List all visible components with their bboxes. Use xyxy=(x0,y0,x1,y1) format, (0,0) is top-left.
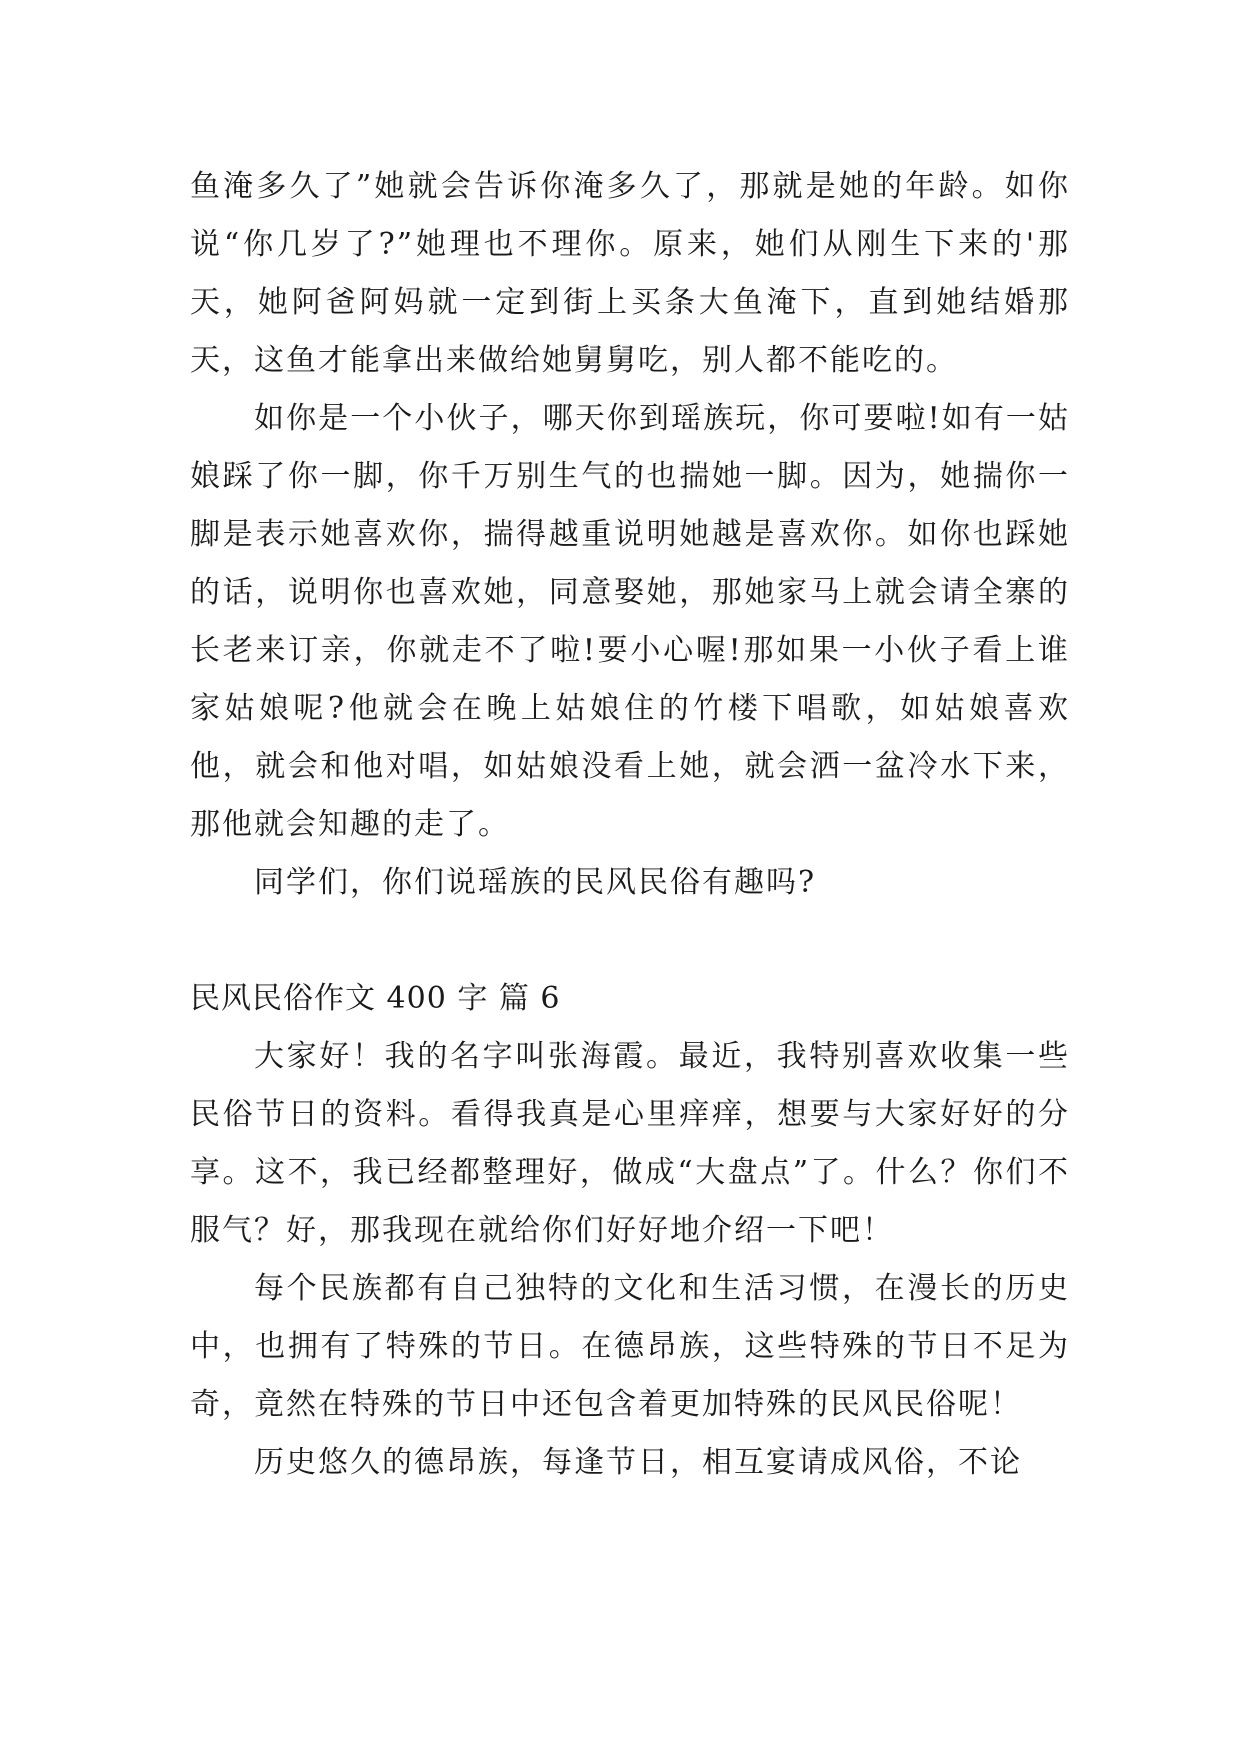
paragraph-fish-age: 鱼淹多久了”她就会告诉你淹多久了，那就是她的年龄。如你说“你几岁了?”她理也不理你。原来，她们从刚生下来的'那天，她阿爸阿妈就一定到街上买条大鱼淹下，直到她结婚那天，这鱼才能拿出来做给她舅舅吃，别人都不能吃的。 xyxy=(190,169,1070,378)
paragraph-intro: 大家好！我的名字叫张海霞。最近，我特别喜欢收集一些民俗节日的资料。看得我真是心里痒痒，想要与大家好好的分享。这不，我已经都整理好，做成“大盘点”了。什么？你们不服气？好，那我现在就给你们好好地介绍一下吧！ xyxy=(190,1039,1070,1248)
paragraph-deang-festivals: 每个民族都有自己独特的文化和生活习惯，在漫长的历史中，也拥有了特殊的节日。在德昂族，这些特殊的节日不足为奇，竟然在特殊的节日中还包含着更加特殊的民风民俗呢！ xyxy=(190,1271,1070,1422)
document-body xyxy=(190,158,1070,1492)
paragraph-deang-customs: 历史悠久的德昂族，每逢节日，相互宴请成风俗，不论 xyxy=(254,1445,1022,1480)
paragraph-courtship: 如你是一个小伙子，哪天你到瑶族玩，你可要啦!如有一姑娘踩了你一脚，你千万别生气的也揣她一脚。因为，她揣你一脚是表示她喜欢你，揣得越重说明她越是喜欢你。如你也踩她的话，说明你也喜欢她，同意娶她，那她家马上就会请全寨的长老来订亲，你就走不了啦!要小心喔!那如果一小伙子看上谁家姑娘呢?他就会在晚上姑娘住的竹楼下唱歌，如姑娘喜欢他，就会和他对唱，如姑娘没看上她，就会洒一盆冷水下来，那他就会知趣的走了。 xyxy=(190,401,1070,842)
section-heading: 民风民俗作文 400 字 篇 6 xyxy=(190,981,561,1016)
paragraph-question: 同学们，你们说瑶族的民风民俗有趣吗? xyxy=(254,865,817,900)
